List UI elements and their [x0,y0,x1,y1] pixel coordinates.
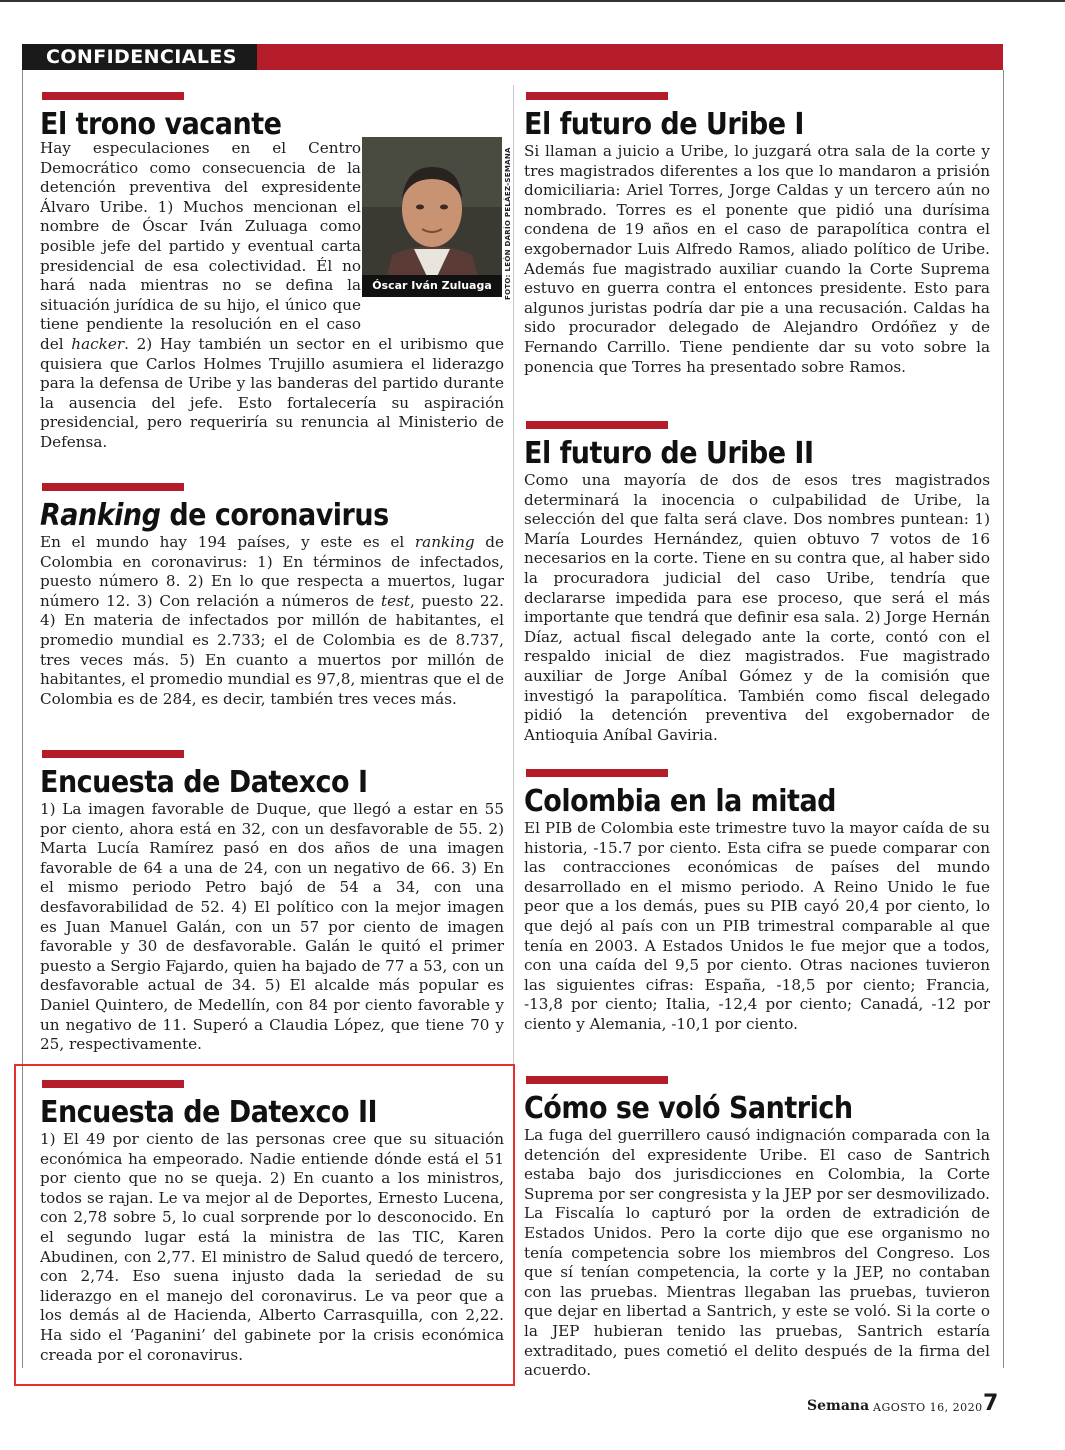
article-body: Como una mayoría de dos de esos tres magistrados determinará la inocencia o culpabilidad de Uribe, la selección del que falta será clave. Dos nombres puntean: 1) María Lourdes Hernández, quien obtuvo 7 votos de 16 necesarios en la corte. Tiene en su contra que, al haber sido la procuradora judicial del caso Uribe, tendría que declararse impedida para ese proceso, que será el más importante que tendrá que definir esa sala. 2) Jorge Hernán Díaz, actual fiscal delegado ante la corte, contó con el respaldo inicial de diez magistrados. Fue magistrado auxiliar de Jorge Aníbal Gómez y de la comisión que investigó la parapolítica. También como fiscal delegado pidió la detención preventiva del exgobernador de Antioquia Aníbal Gaviria. [524,471,990,744]
page-number: 7 [983,1391,999,1416]
article-title: El futuro de Uribe II [524,436,814,471]
article-title: El trono vacante [40,107,282,142]
article-rule [526,769,668,777]
article-colombia-mitad [524,769,990,1035]
article-title: Cómo se voló Santrich [524,1091,853,1126]
right-frame-line [1003,70,1004,1368]
article-rule [42,483,184,491]
article-body: Hay especulaciones en el Centro Democrático como consecuencia de la detención preventiva del expresidente Álvaro Uribe. 1) Muchos mencionan el nombre de Óscar Iván Zuluaga como posible jefe del partido y eventual carta presidencial de esa colectividad. Él no hará nada mientras no se defina la situación jurídica de su hijo, el único que tiene pendiente la resolución en el caso del hacker. 2) Hay también un sector en el uribismo que quisiera que Carlos Holmes Trujillo asumiera el liderazgo para la defensa de Uribe y las banderas del partido durante la ausencia del jefe. Esto fortalecería su aspiración presidencial, pero requeriría su renuncia al Ministerio de Defensa. [40,139,504,451]
page-footer [800,1392,1010,1422]
article-rule [526,421,668,429]
article-body: 1) La imagen favorable de Duque, que llegó a estar en 55 por ciento, ahora está en 32, con un desfavorable de 55. 2) Marta Lucía Ramírez pasó en dos años de una imagen favorable de 64 a una de 24, con un negativo de 66. 3) En el mismo periodo Petro bajó de 54 a 34, con una desfavorabilidad de 52. 4) El político con la mejor imagen es Juan Manuel Galán, con un 57 por ciento de imagen favorable y 30 de desfavorable. Galán le quitó el primer puesto a Sergio Fajardo, quien ha bajado de 77 a 53, con un desfavorable actual de 34. 5) El alcalde más popular es Daniel Quintero, de Medellín, con 84 por ciento favorable y un negativo de 11. Superó a Claudia López, que tiene 70 y 25, respectivamente. [40,800,504,1054]
article-body: La fuga del guerrillero causó indignación comparada con la detención del expresidente Uribe. El caso de Santrich estaba bajo dos jurisdicciones en Colombia, la Corte Suprema por ser congresista y la JEP por ser desmovilizado. La Fiscalía lo capturó por la orden de extradición de Estados Unidos. Pero la corte dijo que ese organismo no tenía competencia sobre los miembros del Congreso. Los que sí tenían competencia, la corte y la JEP, no contaban con las pruebas. Mientras llegaban las pruebas, tuvieron que dejar en libertad a Santrich, y este se voló. Si la corte o la JEP hubieran tenido las pruebas, Santrich estaría extraditado, pues cometió el delito después de la firma del acuerdo. [524,1126,990,1380]
photo-caption: Óscar Iván Zuluaga [362,275,502,297]
article-rule [42,750,184,758]
article-body: El PIB de Colombia este trimestre tuvo la mayor caída de su historia, -15.7 por ciento. Esta cifra se puede comparar con las contracciones económicas de países del mundo desarrollado en el mismo periodo. A Reino Unido le fue peor que a los demás, pues su PIB cayó 20,4 por ciento, lo que dejó al país con un PIB trimestral comparable al que tenía en 2003. A Estados Unidos le fue mejor que a todos, con una caída del 9,5 por ciento. Otras naciones tuvieron las siguientes cifras: España, -18,5 por ciento; Francia, -13,8 por ciento; Italia, -12,4 por ciento; Canadá, -12 por ciento y Alemania, -10,1 por ciento. [524,819,990,1033]
article-rule [42,92,184,100]
article-title: Encuesta de Datexco II [40,1095,378,1130]
article-body: 1) El 49 por ciento de las personas cree que su situación económica ha empeorado. Nadie entiende dónde está el 51 por ciento que no se queja. 2) En cuanto a los ministros, todos se rajan. Le va mejor al de Deportes, Ernesto Lucena, con 2,78 sobre 5, lo cual sorprende por lo desconocido. En el segundo lugar está la ministra de las TIC, Karen Abudinen, con 2,77. El ministro de Salud quedó de tercero, con 2,74. Eso suena injusto dada la seriedad de su liderazgo en el manejo del coronavirus. Le va peor que a los demás al de Hacienda, Alberto Carrasquilla, con 2,22. Ha sido el ‘Paganini’ del gabinete por la crisis económica creada por el coronavirus. [40,1130,504,1364]
article-datexco-1 [40,750,504,1055]
article-futuro-uribe-1 [524,92,990,377]
footer-date: AGOSTO 16, 2020 [873,1401,983,1414]
article-body: En el mundo hay 194 países, y este es el ranking de Colombia en coronavirus: 1) En términos de infectados, puesto número 8. 2) En lo que respecta a muertos, lugar número 12. 3) Con relación a números de test, puesto 22. 4) En materia de infectados por millón de habitantes, el promedio mundial es 2.733; el de Colombia es de 8.737, tres veces más. 5) En cuanto a muertos por millón de habitantes, el promedio mundial es 97,8, mientras que el de Colombia es de 284, es decir, también tres veces más. [40,533,504,708]
page-top-edge [0,0,1065,2]
article-body: Si llaman a juicio a Uribe, lo juzgará otra sala de la corte y tres magistrados diferentes a los que lo mandaron a prisión domiciliaria: Ariel Torres, Jorge Caldas y un tercero aún no nombrado. Torres es el ponente que pidió una durísima condena de 19 años en el caso de parapolítica contra el exgobernador Luis Alfredo Ramos, aliado político de Uribe. Además fue magistrado auxiliar cuando la Corte Suprema estuvo en guerra contra el entonces presidente. Esto para algunos juristas podría dar pie a una recusación. Caldas ha sido procurador delegado de Alejandro Ordóñez y de Fernando Carrillo. Tiene pendiente dar su voto sobre la ponencia que Torres ha presentado sobre Ramos. [524,142,990,376]
portrait-illustration [362,137,502,297]
section-label: CONFIDENCIALES [22,44,257,70]
article-rule [526,92,668,100]
highlight-box [14,1064,515,1386]
portrait-photo [362,137,502,297]
article-ranking-coronavirus [40,483,504,709]
footer-brand: Semana [807,1398,870,1414]
article-title: El futuro de Uribe I [524,107,804,142]
article-rule [526,1076,668,1084]
article-santrich [524,1076,990,1381]
photo-credit: FOTO: LEÓN DARÍO PELÁEZ-SEMANA [504,147,512,300]
article-title: Encuesta de Datexco I [40,765,368,800]
portrait-image [362,137,502,297]
article-title: Ranking de coronavirus [40,498,389,533]
article-futuro-uribe-2 [524,421,990,745]
article-title: Colombia en la mitad [524,784,836,819]
